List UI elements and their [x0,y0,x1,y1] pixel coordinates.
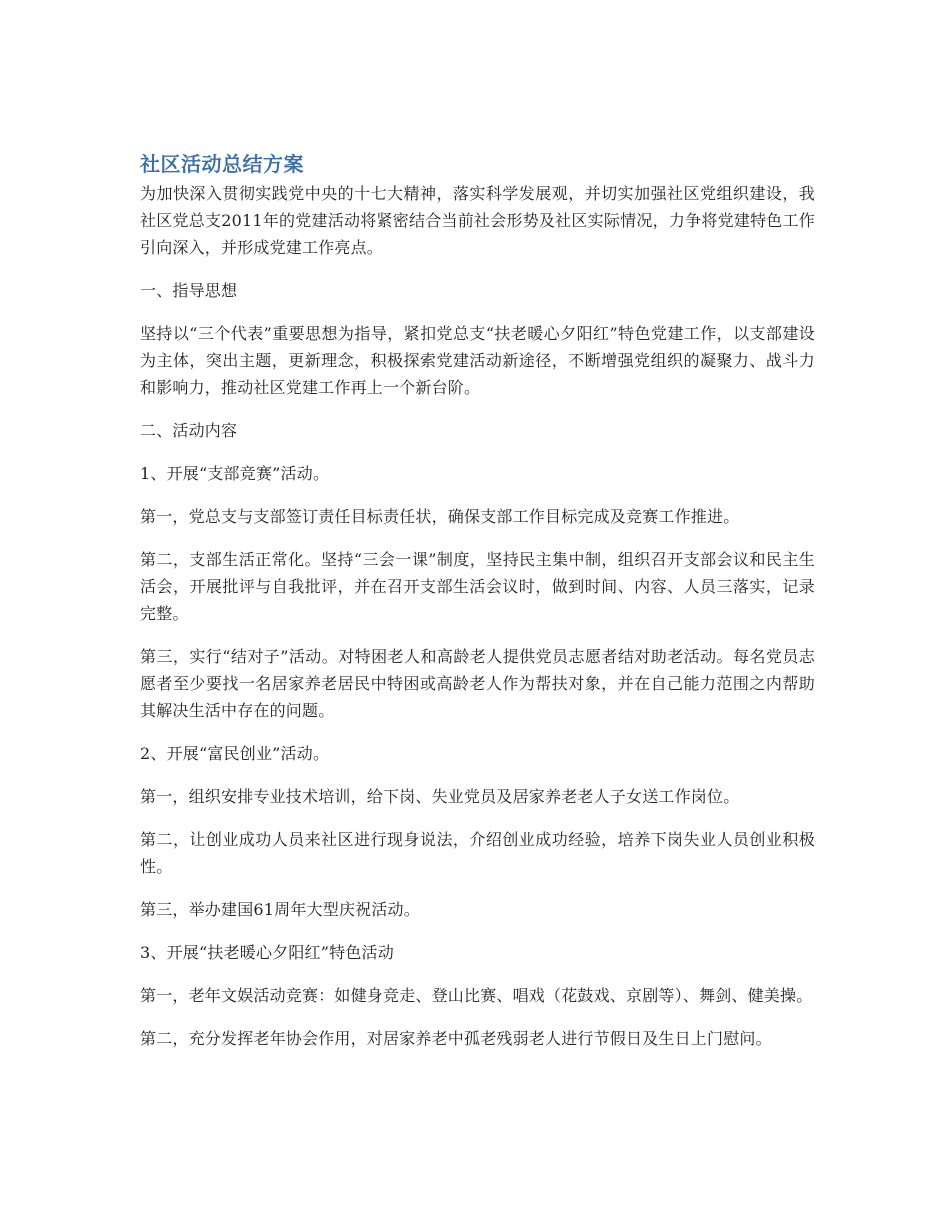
list-item-paragraph: 第二，让创业成功人员来社区进行现身说法，介绍创业成功经验，培养下岗失业人员创业积极性。 [140,830,815,876]
list-item-paragraph: 第二，充分发挥老年协会作用，对居家养老中孤老残弱老人进行节假日及生日上门慰问。 [140,1029,772,1048]
subsection-heading-elderly-care: 3、开展“扶老暖心夕阳红”特色活动 [140,943,394,962]
section-heading-activity-content: 二、活动内容 [140,421,238,440]
list-item-paragraph: 第一，党总支与支部签订责任目标责任状，确保支部工作目标完成及竞赛工作推进。 [140,507,740,526]
guiding-thought-paragraph: 坚持以“三个代表”重要思想为指导，紧扣党总支“扶老暖心夕阳红”特色党建工作，以支部建设为主体，突出主题，更新理念，积极探索党建活动新途径，不断增强党组织的凝聚力、战斗力和影响力，推动社区党建工作再上一个新台阶。 [140,324,815,397]
document-title: 社区活动总结方案 [140,152,304,176]
subsection-heading-branch-competition: 1、开展“支部竞赛”活动。 [140,464,330,483]
list-item-paragraph: 第一，老年文娱活动竞赛：如健身竞走、登山比赛、唱戏（花鼓戏、京剧等）、舞剑、健美操。 [140,986,813,1005]
list-item-paragraph: 第三，举办建国61周年大型庆祝活动。 [140,900,420,919]
list-item-paragraph: 第一，组织安排专业技术培训，给下岗、失业党员及居家养老老人子女送工作岗位。 [140,787,740,806]
subsection-heading-entrepreneurship: 2、开展“富民创业”活动。 [140,744,330,763]
list-item-paragraph: 第二，支部生活正常化。坚持“三会一课”制度，坚持民主集中制，组织召开支部会议和民主生活会，开展批评与自我批评，并在召开支部生活会议时，做到时间、内容、人员三落实，记录完整。 [140,550,815,623]
document-page [140,150,815,1068]
intro-paragraph: 为加快深入贯彻实践党中央的十七大精神，落实科学发展观，并切实加强社区党组织建设，我社区党总支2011年的党建活动将紧密结合当前社会形势及社区实际情况，力争将党建特色工作引向深入，并形成党建工作亮点。 [140,184,815,257]
section-heading-guiding-thought: 一、指导思想 [140,281,238,300]
list-item-paragraph: 第三，实行“结对子”活动。对特困老人和高龄老人提供党员志愿者结对助老活动。每名党员志愿者至少要找一名居家养老居民中特困或高龄老人作为帮扶对象，并在自己能力范围之内帮助其解决生活中存在的问题。 [140,647,815,720]
